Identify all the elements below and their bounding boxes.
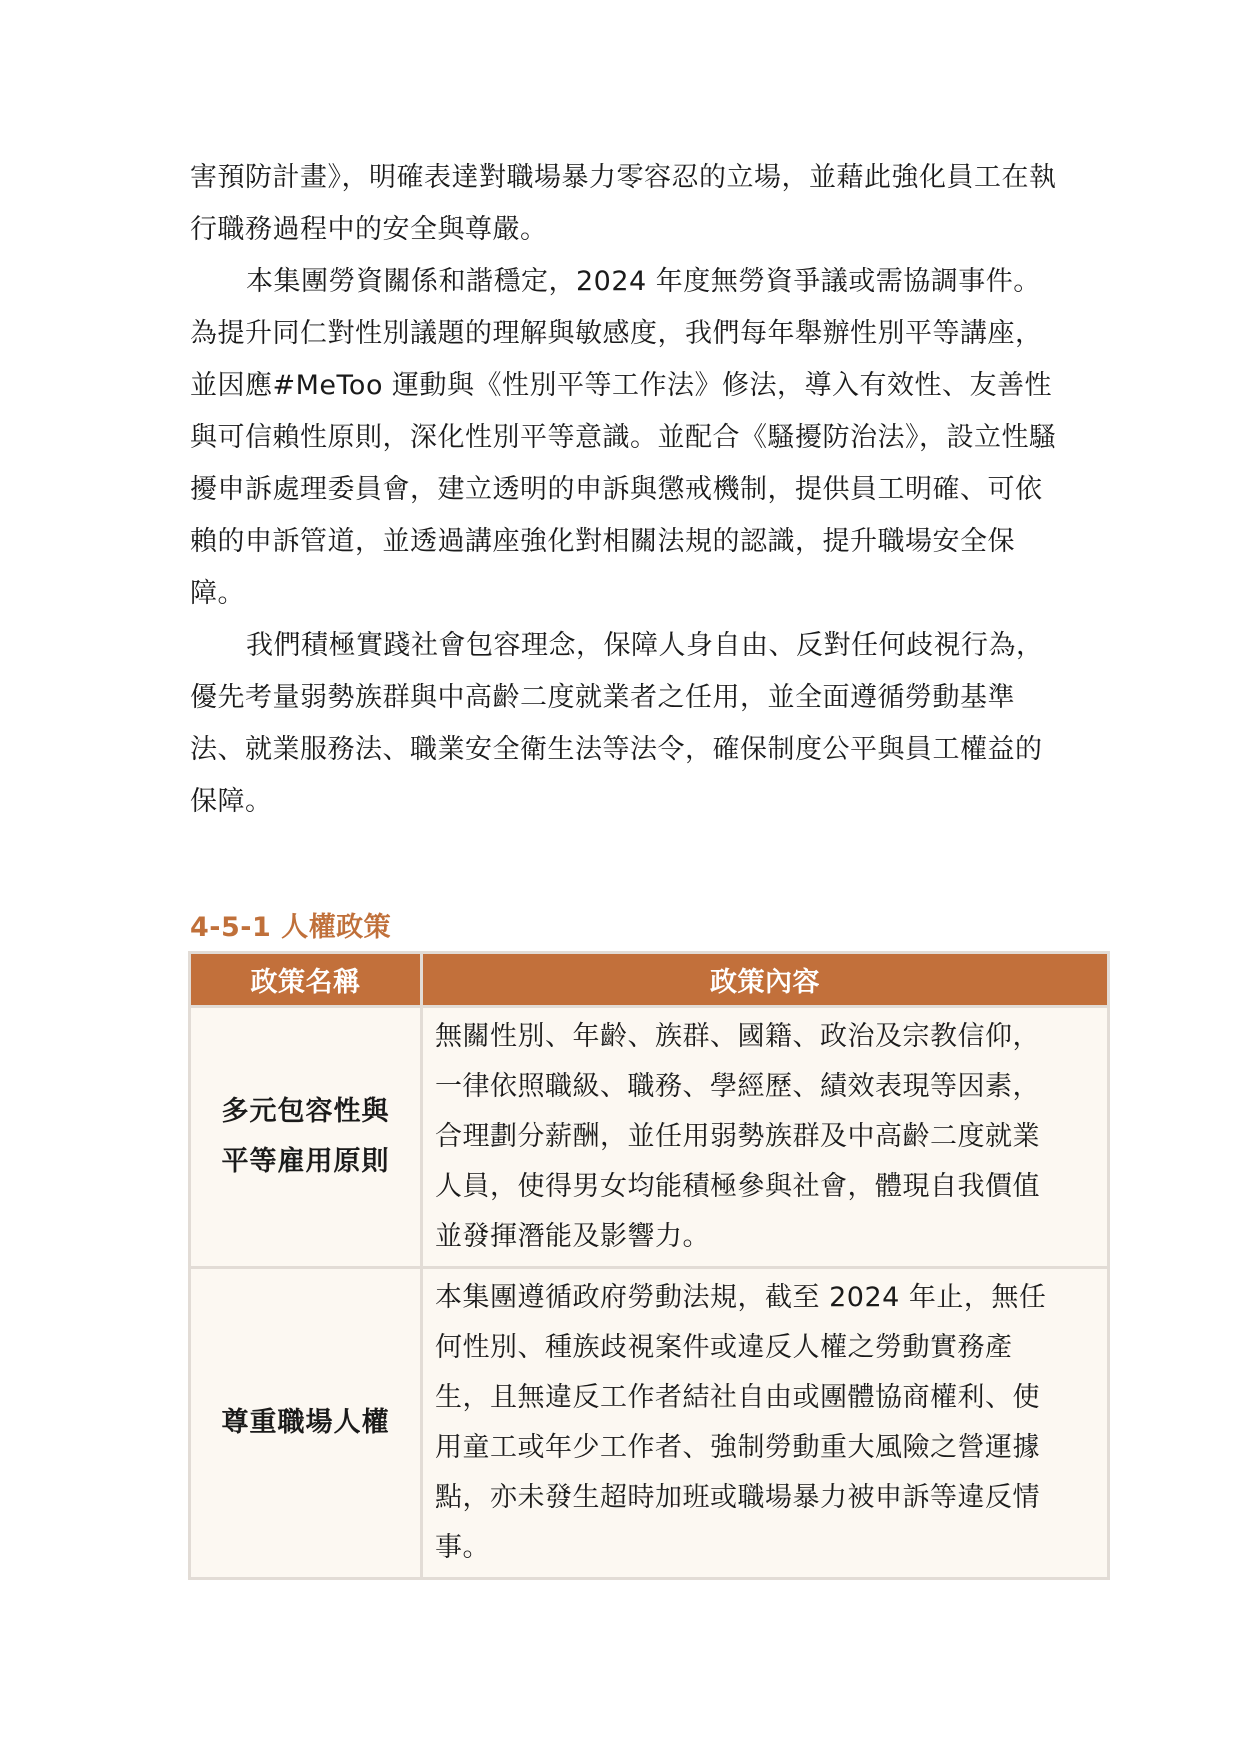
policy-content-line: 合理劃分薪酬，並任用弱勢族群及中高齡二度就業	[435, 1121, 1040, 1152]
paragraph-line: 為提升同仁對性別議題的理解與敏感度，我們每年舉辦性別平等講座，	[190, 318, 1043, 349]
column-header-policy-name: 政策名稱	[190, 953, 422, 1007]
paragraph-line: 障。	[190, 578, 245, 609]
policy-content-line: 點，亦未發生超時加班或職場暴力被申訴等違反情	[435, 1482, 1040, 1513]
paragraph	[190, 152, 1110, 256]
policy-name-cell	[190, 1007, 422, 1268]
body-text	[190, 152, 1110, 828]
paragraph-line: 本集團勞資關係和諧穩定，2024 年度無勞資爭議或需協調事件。	[246, 266, 1041, 297]
policy-content-line: 生，且無違反工作者結社自由或團體協商權利、使	[435, 1382, 1040, 1413]
paragraph	[190, 256, 1110, 620]
policy-name-cell	[190, 1268, 422, 1579]
paragraph-line: 擾申訴處理委員會，建立透明的申訴與懲戒機制，提供員工明確、可依	[190, 474, 1043, 505]
paragraph-line: 並因應#MeToo 運動與《性別平等工作法》修法，導入有效性、友善性	[190, 370, 1053, 401]
paragraph-line: 保障。	[190, 786, 273, 817]
policy-content-line: 人員，使得男女均能積極參與社會，體現自我價值	[435, 1171, 1040, 1202]
paragraph-line: 害預防計畫》，明確表達對職場暴力零容忍的立場，並藉此強化員工在執	[190, 162, 1057, 193]
policy-content-line: 一律依照職級、職務、學經歷、績效表現等因素，	[435, 1071, 1040, 1102]
policy-content-cell	[422, 1268, 1109, 1579]
policy-content-line: 本集團遵循政府勞動法規，截至 2024 年止，無任	[435, 1282, 1047, 1313]
policy-content-line: 何性別、種族歧視案件或違反人權之勞動實務產	[435, 1332, 1013, 1363]
policy-name-line: 尊重職場人權	[221, 1407, 390, 1438]
paragraph-line: 與可信賴性原則，深化性別平等意識。並配合《騷擾防治法》，設立性騷	[190, 422, 1057, 453]
policy-content-line: 事。	[435, 1532, 490, 1563]
policy-content-line: 並發揮潛能及影響力。	[435, 1221, 710, 1252]
paragraph-line: 法、就業服務法、職業安全衛生法等法令，確保制度公平與員工權益的	[190, 734, 1043, 765]
section-title: 4-5-1 人權政策	[190, 912, 392, 943]
policy-content-line: 無關性別、年齡、族群、國籍、政治及宗教信仰，	[435, 1021, 1040, 1052]
policy-name-line: 平等雇用原則	[221, 1146, 390, 1177]
column-header-policy-content: 政策內容	[422, 953, 1109, 1007]
paragraph-line: 賴的申訴管道，並透過講座強化對相關法規的認識，提升職場安全保	[190, 526, 1015, 557]
human-rights-policy-table	[188, 951, 1110, 1580]
policy-content-cell	[422, 1007, 1109, 1268]
table-row	[190, 1007, 1109, 1268]
paragraph-line: 我們積極實踐社會包容理念，保障人身自由、反對任何歧視行為，	[246, 630, 1044, 661]
table-header-row	[190, 953, 1109, 1007]
policy-name-line: 多元包容性與	[221, 1096, 390, 1127]
table-row	[190, 1268, 1109, 1579]
policy-content-line: 用童工或年少工作者、強制勞動重大風險之營運據	[435, 1432, 1040, 1463]
paragraph-line: 優先考量弱勢族群與中高齡二度就業者之任用，並全面遵循勞動基準	[190, 682, 1015, 713]
paragraph-line: 行職務過程中的安全與尊嚴。	[190, 214, 548, 245]
paragraph	[190, 620, 1110, 828]
